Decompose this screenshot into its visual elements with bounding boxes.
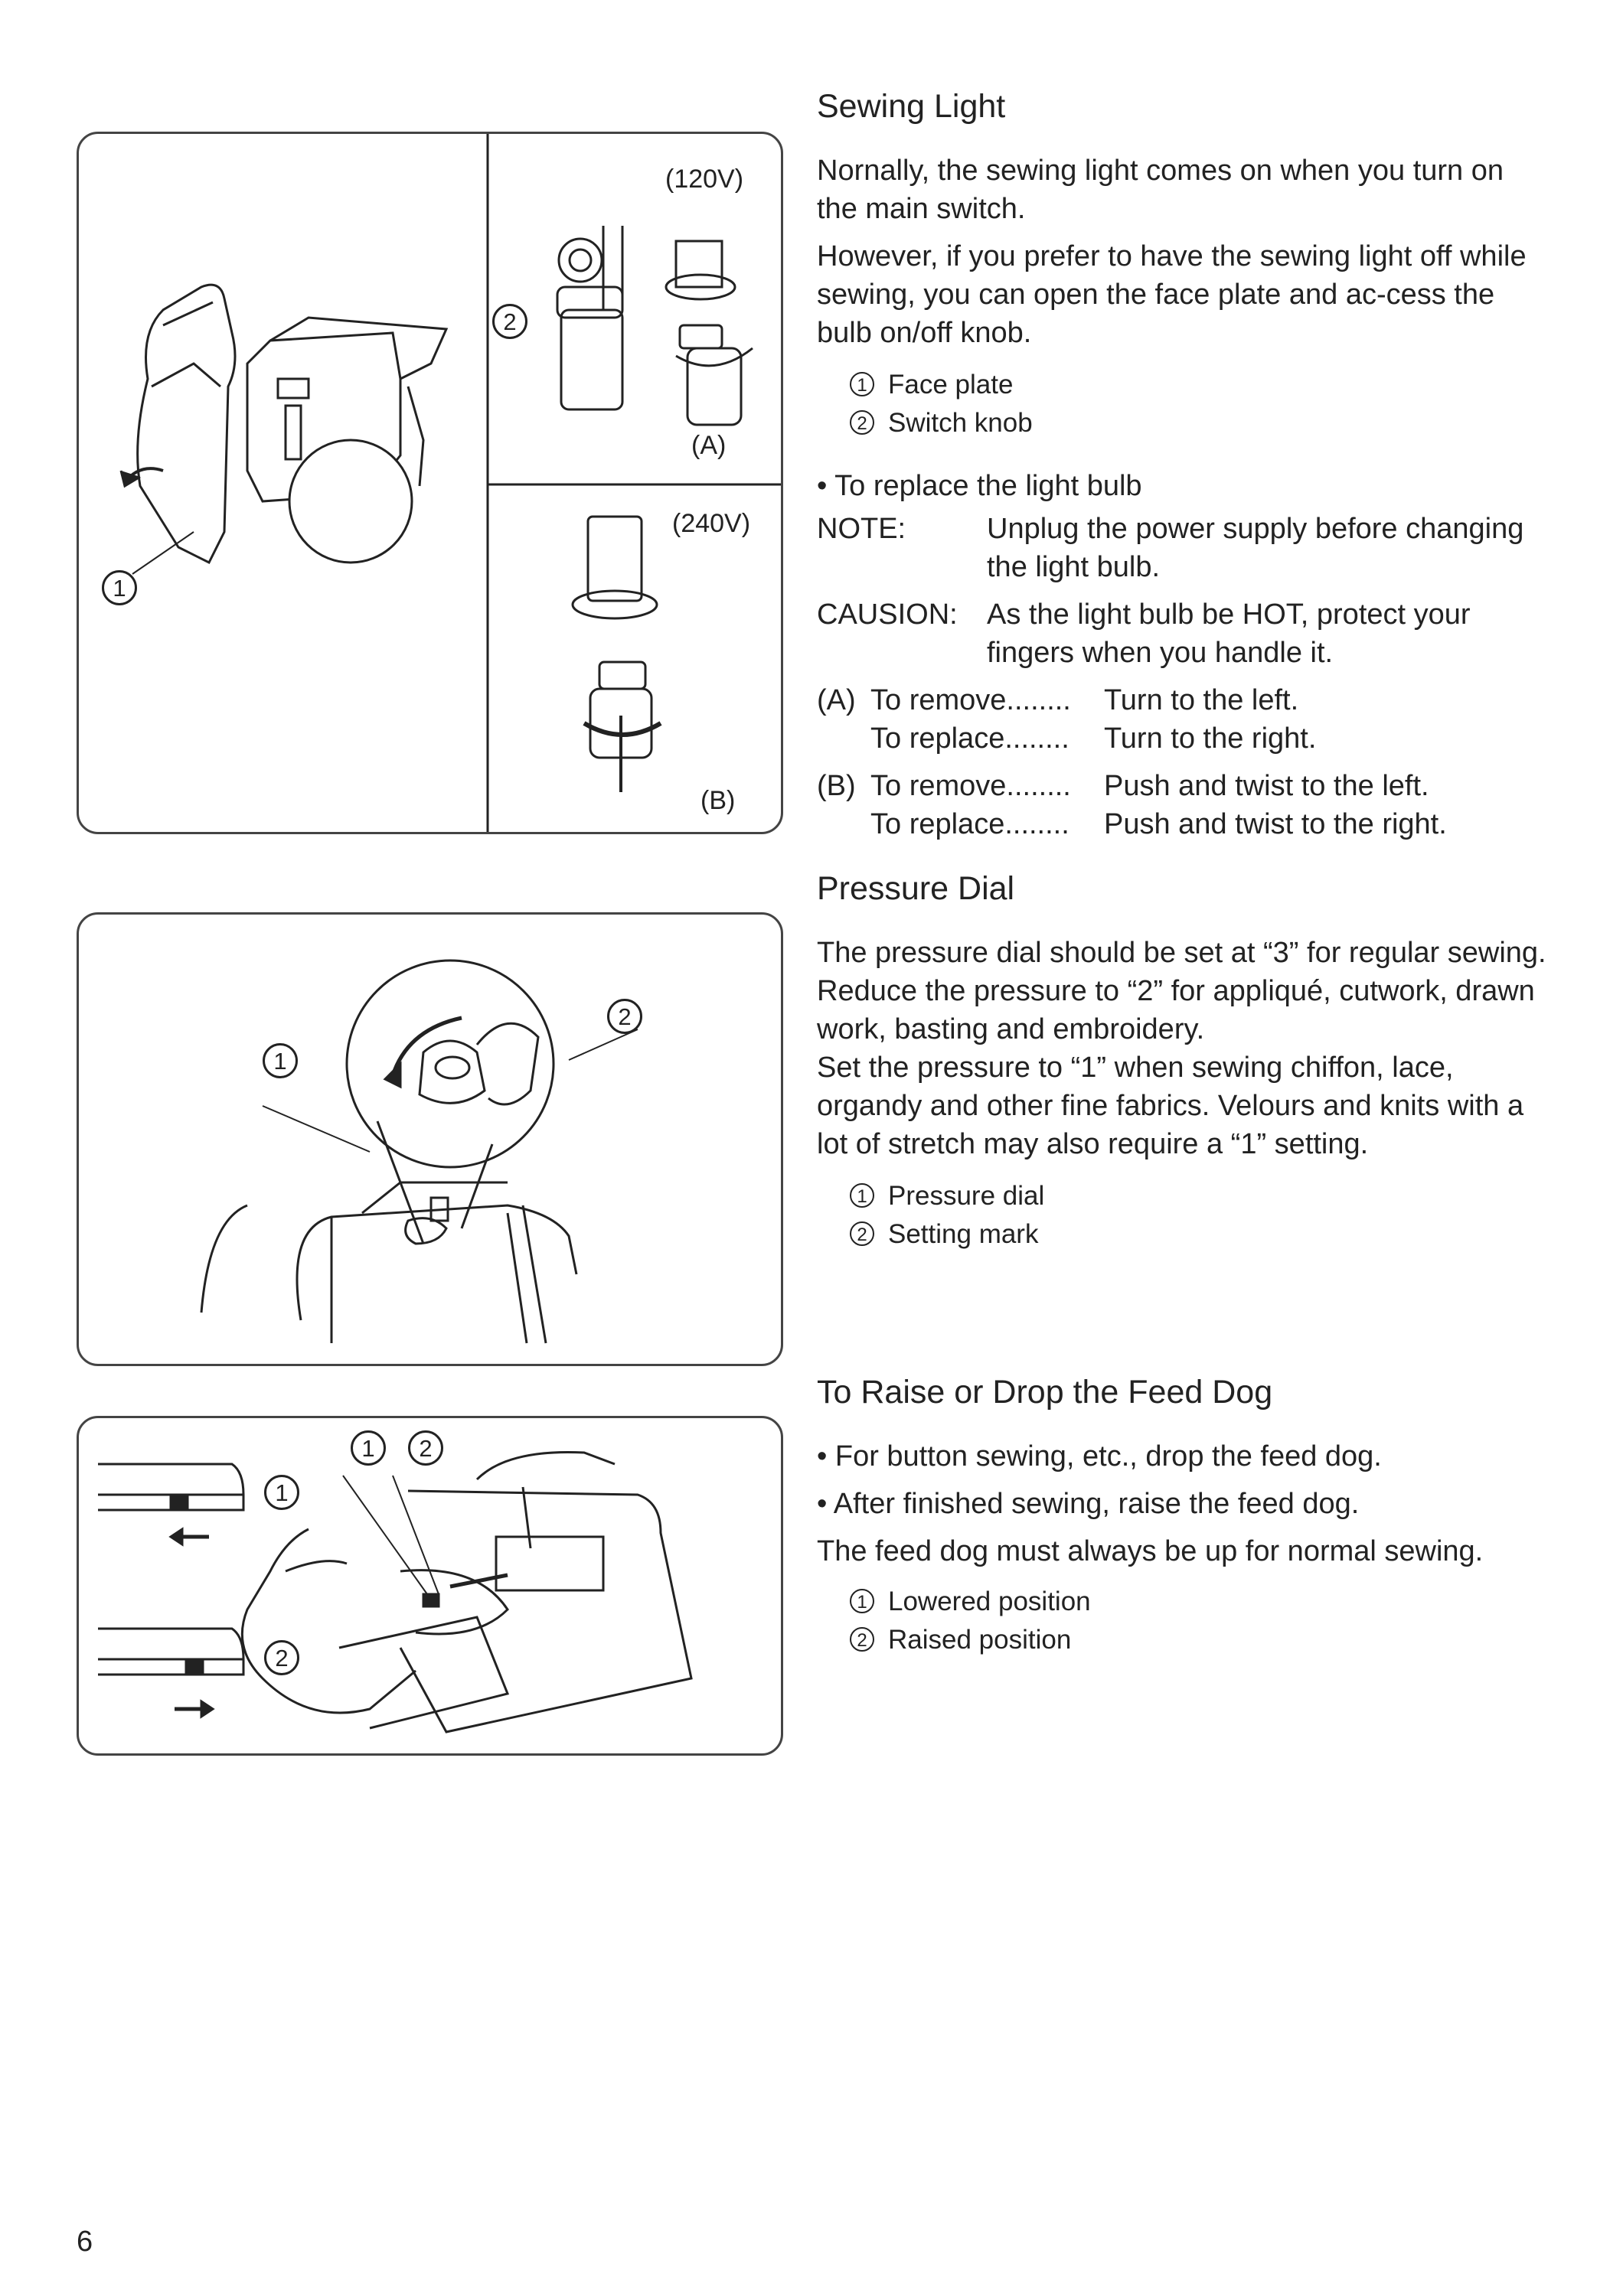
callout-2: 2 bbox=[492, 304, 527, 339]
legend-item bbox=[850, 1583, 1091, 1621]
sewing-light-figure bbox=[77, 132, 783, 834]
feed-dog-bullet-1: • For button sewing, etc., drop the feed dog. bbox=[817, 1440, 1382, 1473]
feed-dog-bullet-2: • After finished sewing, raise the feed dog. bbox=[817, 1488, 1360, 1520]
sewing-light-heading: Sewing Light bbox=[817, 88, 1006, 125]
legend-number: 1 bbox=[850, 372, 874, 396]
raised-callout-2: 2 bbox=[264, 1640, 299, 1675]
sewing-light-body bbox=[817, 152, 1552, 361]
legend-label: Face plate bbox=[888, 370, 1014, 400]
step-action: To replace........ bbox=[870, 722, 1069, 755]
sewing-light-paragraph-1: Nornally, the sewing light comes on when you turn on the main switch. bbox=[817, 155, 1504, 225]
replace-bulb-title: • To replace the light bulb bbox=[817, 470, 1142, 502]
feed-dog-body bbox=[817, 1437, 1552, 1580]
feed-dog-heading: To Raise or Drop the Feed Dog bbox=[817, 1374, 1273, 1411]
callout-1: 1 bbox=[351, 1430, 386, 1466]
note-table bbox=[817, 510, 1552, 681]
callout-1: 1 bbox=[263, 1043, 298, 1078]
callout-2: 2 bbox=[408, 1430, 443, 1466]
page-number: 6 bbox=[77, 2226, 93, 2258]
feed-dog-figure bbox=[77, 1416, 783, 1756]
feed-dog-illustration bbox=[79, 1418, 781, 1753]
label-240v: (240V) bbox=[672, 509, 751, 538]
legend-label: Raised position bbox=[888, 1625, 1072, 1655]
steps-table bbox=[817, 681, 1447, 843]
legend-number: 2 bbox=[850, 1627, 874, 1652]
legend-item bbox=[850, 1177, 1044, 1215]
pressure-dial-body bbox=[817, 934, 1552, 1163]
lowered-callout-1: 1 bbox=[264, 1475, 299, 1510]
caution-label: CAUSION: bbox=[817, 598, 958, 631]
legend-label: Switch knob bbox=[888, 408, 1033, 438]
note-label: NOTE: bbox=[817, 513, 906, 545]
legend-item bbox=[850, 1621, 1091, 1659]
replace-bulb-section bbox=[817, 467, 1552, 843]
legend-item bbox=[850, 1215, 1044, 1254]
callout-1: 1 bbox=[102, 570, 137, 605]
step-result: Turn to the right. bbox=[1104, 722, 1317, 755]
legend-item bbox=[850, 404, 1033, 442]
step-result: Push and twist to the right. bbox=[1104, 808, 1447, 840]
pressure-dial-paragraph: The pressure dial should be set at “3” for regular sewing. Reduce the pressure to “2” for appliqué, cutwork, drawn work, basting and embroidery. bbox=[817, 937, 1546, 1045]
legend-number: 2 bbox=[850, 1221, 874, 1246]
pressure-dial-paragraph-2: Set the pressure to “1” when sewing chiffon, lace, organdy and other fine fabrics. Velours and knits with a lot of stretch may also require a “1” setting. bbox=[817, 1052, 1524, 1160]
sewing-light-paragraph-2: However, if you prefer to have the sewing light off while sewing, you can open the face plate and ac-cess the bulb on/off knob. bbox=[817, 240, 1527, 349]
sewing-light-legend bbox=[850, 366, 1033, 442]
legend-number: 1 bbox=[850, 1589, 874, 1613]
step-action: To remove........ bbox=[870, 684, 1071, 716]
pressure-dial-figure bbox=[77, 912, 783, 1366]
legend-number: 2 bbox=[850, 410, 874, 435]
pressure-dial-heading: Pressure Dial bbox=[817, 870, 1015, 907]
step-key: (A) bbox=[817, 684, 856, 716]
caution-text: As the light bulb be HOT, protect your fingers when you handle it. bbox=[987, 598, 1471, 669]
step-key: (B) bbox=[817, 770, 856, 802]
step-action: To replace........ bbox=[870, 808, 1069, 840]
legend-label: Setting mark bbox=[888, 1219, 1039, 1249]
label-a: (A) bbox=[691, 431, 727, 460]
label-b: (B) bbox=[700, 786, 736, 815]
step-key bbox=[817, 719, 870, 767]
feed-dog-paragraph: The feed dog must always be up for normal sewing. bbox=[817, 1535, 1484, 1567]
legend-label: Pressure dial bbox=[888, 1181, 1045, 1211]
step-result: Push and twist to the left. bbox=[1104, 770, 1429, 802]
pressure-dial-illustration bbox=[79, 915, 781, 1364]
legend-label: Lowered position bbox=[888, 1587, 1091, 1616]
callout-2: 2 bbox=[607, 999, 642, 1034]
feed-dog-legend bbox=[850, 1583, 1091, 1659]
legend-item bbox=[850, 366, 1033, 404]
note-text: Unplug the power supply before changing the light bulb. bbox=[987, 513, 1524, 583]
legend-number: 1 bbox=[850, 1183, 874, 1208]
sewing-light-illustration bbox=[79, 134, 781, 832]
step-key bbox=[817, 805, 870, 843]
pressure-dial-legend bbox=[850, 1177, 1044, 1254]
step-action: To remove........ bbox=[870, 770, 1071, 802]
step-result: Turn to the left. bbox=[1104, 684, 1299, 716]
label-120v: (120V) bbox=[665, 165, 744, 194]
